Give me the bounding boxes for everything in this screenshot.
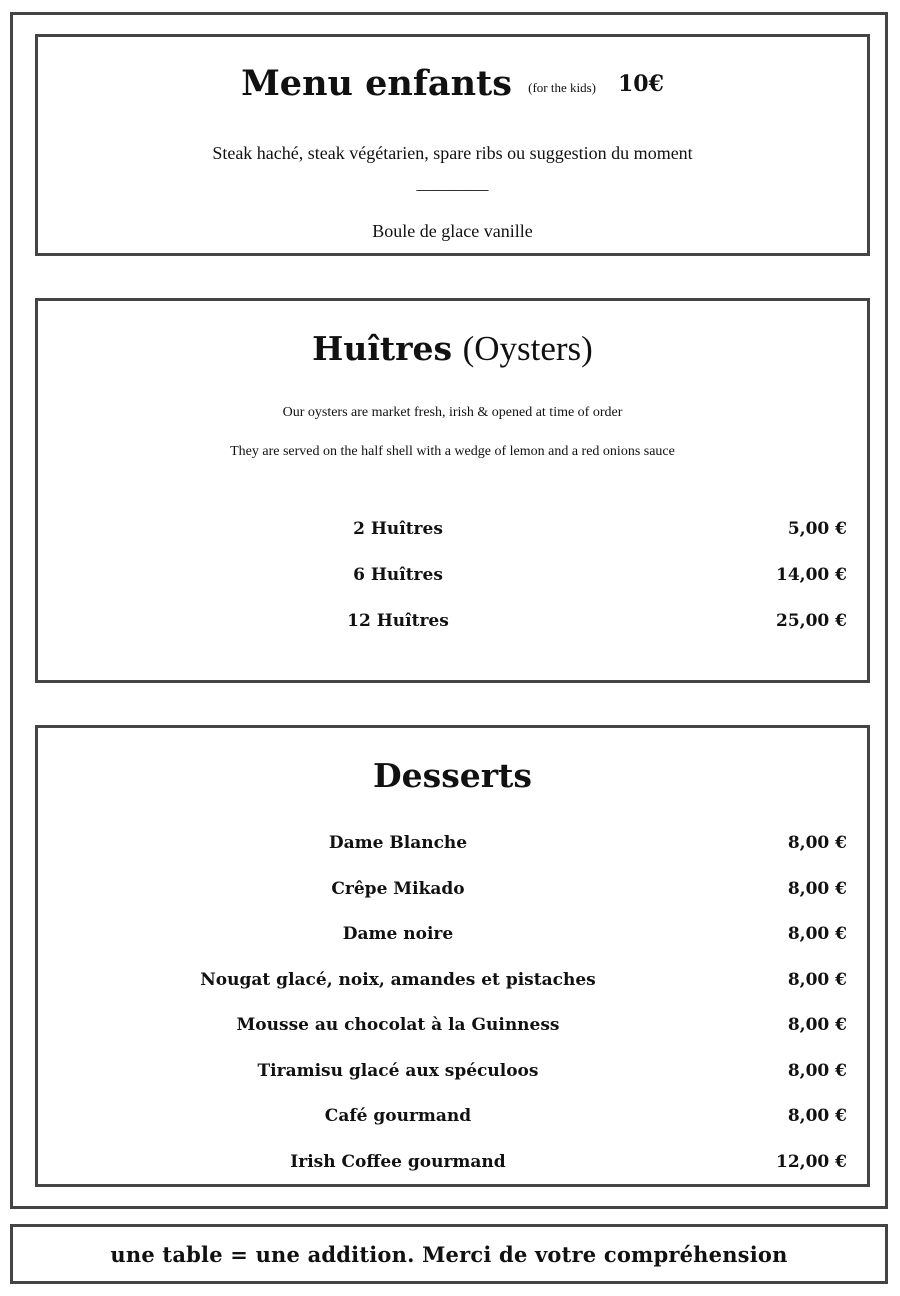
oysters-note-serving: They are served on the half shell with a wedge of lemon and a red onions sauce <box>230 444 675 459</box>
kids-menu-main-course: Steak haché, steak végétarien, spare ribs ou suggestion du moment <box>212 143 693 163</box>
oysters-section <box>35 298 870 683</box>
oyster-item-name: 6 Huîtres <box>353 565 443 585</box>
dessert-item-name: Crêpe Mikado <box>331 879 465 899</box>
dessert-item-name: Dame Blanche <box>328 833 468 853</box>
kids-menu-title <box>38 63 867 104</box>
dessert-item-name: Tiramisu glacé aux spéculoos <box>257 1061 539 1081</box>
kids-menu-separator: ———— <box>416 179 489 199</box>
dessert-item-price: 12,00 € <box>776 1152 847 1172</box>
oysters-title-english: (Oysters) <box>462 329 593 368</box>
dessert-item-name: Irish Coffee gourmand <box>290 1152 506 1172</box>
oyster-item-name: 12 Huîtres <box>347 611 449 631</box>
dessert-item-name: Mousse au chocolat à la Guinness <box>236 1015 560 1035</box>
dessert-item-price: 8,00 € <box>787 1061 847 1081</box>
dessert-item-price: 8,00 € <box>787 1106 847 1126</box>
footer-notice <box>10 1224 888 1284</box>
dessert-item-name: Café gourmand <box>324 1106 472 1126</box>
oyster-item-price: 14,00 € <box>776 565 847 585</box>
kids-menu-dessert: Boule de glace vanille <box>372 221 533 241</box>
footer-notice-text: une table = une addition. Merci de votre compréhension <box>110 1241 788 1267</box>
oyster-item-name: 2 Huîtres <box>353 519 443 539</box>
dessert-item-price: 8,00 € <box>787 924 847 944</box>
oysters-note-freshness: Our oysters are market fresh, irish & opened at time of order <box>282 405 623 420</box>
kids-menu-subtitle: (for the kids) <box>528 80 596 95</box>
oyster-item-price: 5,00 € <box>787 519 847 539</box>
kids-menu-section <box>35 34 870 256</box>
dessert-item-price: 8,00 € <box>787 1015 847 1035</box>
dessert-item-price: 8,00 € <box>787 833 847 853</box>
kids-menu-title-text: Menu enfants <box>241 63 512 104</box>
dessert-item-name: Nougat glacé, noix, amandes et pistaches <box>200 970 596 990</box>
desserts-section <box>35 725 870 1187</box>
oysters-title <box>38 329 867 369</box>
desserts-title: Desserts <box>373 756 532 795</box>
dessert-item-price: 8,00 € <box>787 879 847 899</box>
dessert-item-name: Dame noire <box>342 924 454 944</box>
dessert-item-price: 8,00 € <box>787 970 847 990</box>
oyster-item-price: 25,00 € <box>776 611 847 631</box>
kids-menu-price: 10€ <box>617 71 664 97</box>
oysters-title-main: Huîtres <box>312 329 453 368</box>
